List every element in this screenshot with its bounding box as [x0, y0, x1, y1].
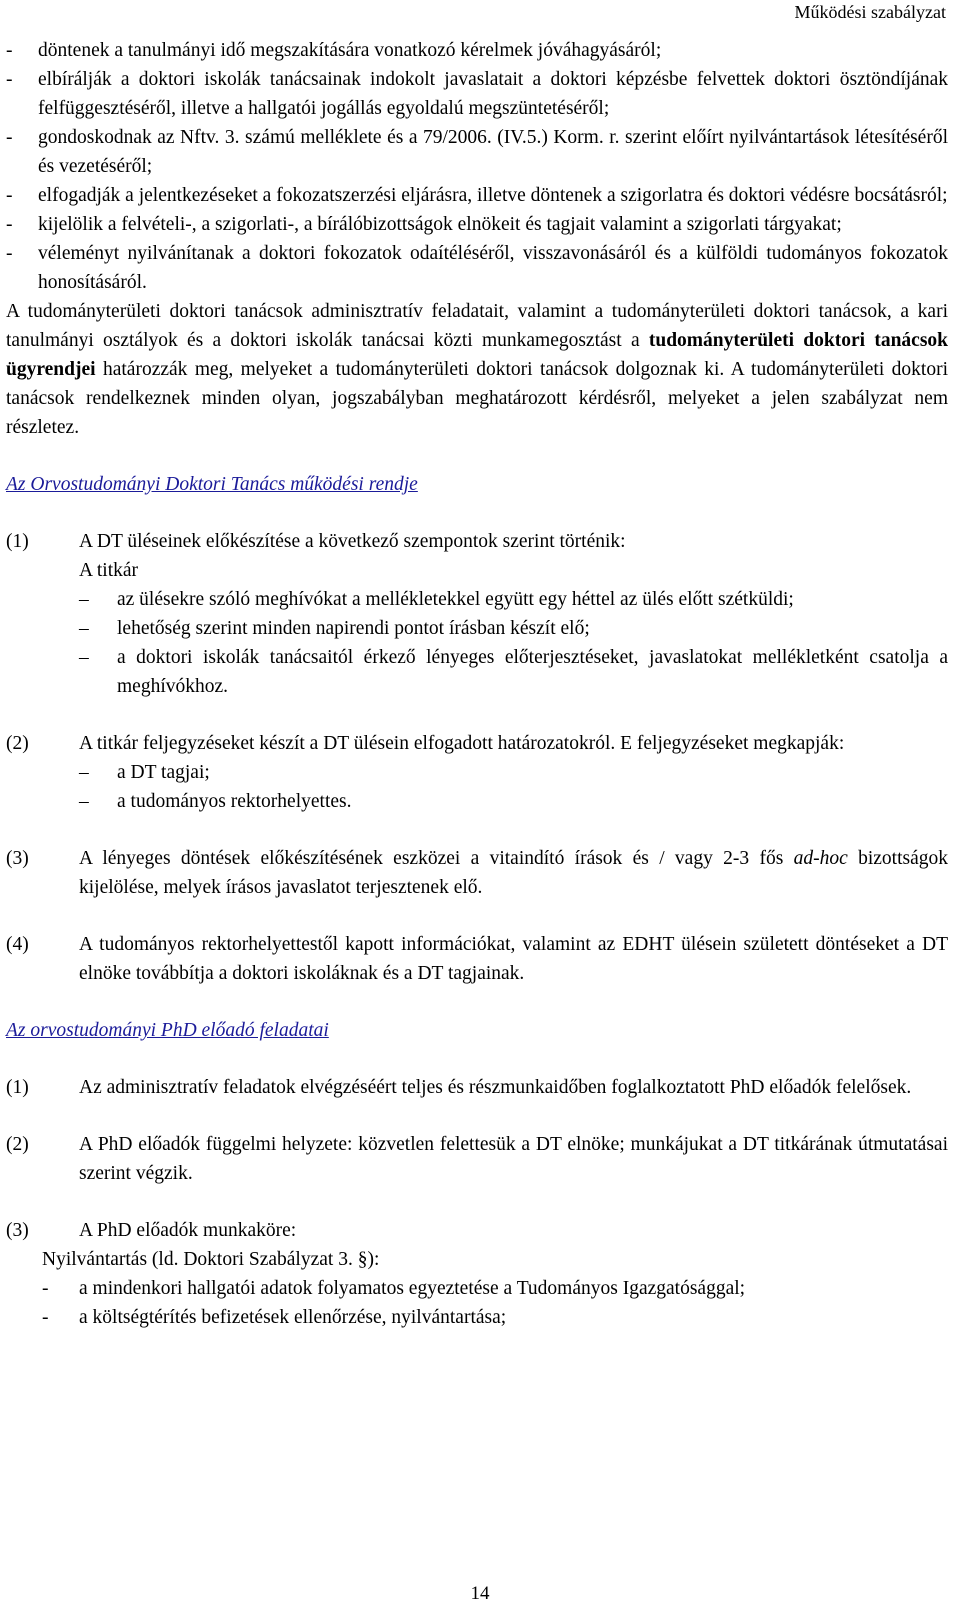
section-heading: Az Orvostudományi Doktori Tanács működési rendje [6, 474, 418, 495]
numbered-item: (1) A DT üléseinek előkészítése a következő szempontok szerint történik: A titkár – az ülésekre szóló meghívókat a mellékletekkel együtt egy héttel az ülés előtt szétküldi; – lehetőség szerint minden napirendi pontot írásban készít elő; – a doktori iskolák tanácsaitól érkező lényeges előterjesztéseket, javaslatokat mellékletként csatolja a meghívókhoz. [6, 527, 948, 701]
list-item: - gondoskodnak az Nftv. 3. számú melléklete és a 79/2006. (IV.5.) Korm. r. szerint előírt nyilvántartások létesítéséről és vezetéséről; [6, 123, 948, 181]
list-item: - a költségtérítés befizetések ellenőrzése, nyilvántartása; [42, 1307, 507, 1328]
numbered-item: (2) A titkár feljegyzéseket készít a DT ülésein elfogadott határozatokról. E feljegyzéseket megkapják: – a DT tagjai; – a tudományos rektorhelyettes. [6, 729, 948, 816]
bullet-item: – a tudományos rektorhelyettes. [79, 791, 352, 812]
list-item: - döntenek a tanulmányi idő megszakítására vonatkozó kérelmek jóváhagyásáról; [6, 36, 948, 65]
bullet-item: – a doktori iskolák tanácsaitól érkező lényeges előterjesztéseket, javaslatokat mellékletként csatolja a meghívókhoz. [79, 647, 948, 697]
dash-marker: - [6, 40, 13, 61]
list-item: - véleményt nyilvánítanak a doktori fokozatok odaítéléséről, visszavonásáról és a külföldi tudományos fokozatok honosításáról. [6, 239, 948, 297]
dash-marker: - [6, 243, 13, 264]
section-heading: Az orvostudományi PhD előadó feladatai [6, 1020, 329, 1041]
bullet-item: – lehetőség szerint minden napirendi pontot írásban készít elő; [79, 618, 590, 639]
page-body [6, 36, 948, 1332]
list-item: - a mindenkori hallgatói adatok folyamatos egyeztetése a Tudományos Igazgatósággal; [42, 1278, 746, 1299]
list-item: - elbírálják a doktori iskolák tanácsainak indokolt javaslatait a doktori képzésbe felvettek doktori ösztöndíjának felfüggesztéséről, illetve a hallgatói jogállás egyoldalú megszüntetéséről; [6, 65, 948, 123]
dash-marker: - [6, 127, 13, 148]
sub-heading: Nyilvántartás (ld. Doktori Szabályzat 3. §): [42, 1249, 380, 1270]
numbered-item: (3) A PhD előadók munkaköre: [6, 1220, 297, 1241]
running-header: Működési szabályzat [794, 2, 946, 22]
numbered-item: (3) A lényeges döntések előkészítésének eszközei a vitaindító írások és / vagy 2-3 fős ad-hoc bizottságok kijelölése, melyek írásos javaslatot terjesztenek elő. [6, 848, 949, 898]
dash-marker: - [6, 69, 13, 90]
numbered-item: (1) Az adminisztratív feladatok elvégzéséért teljes és részmunkaidőben foglalkoztatott PhD előadók felelősek. [6, 1077, 912, 1098]
dash-marker: - [6, 185, 13, 206]
bullet-item: – a DT tagjai; [79, 762, 210, 783]
page-number: 14 [470, 1583, 490, 1604]
numbered-item: (2) A PhD előadók függelmi helyzete: közvetlen felettesük a DT elnöke; munkájukat a DT titkárának útmutatásai szerint végzik. [6, 1134, 948, 1184]
bullet-item: – az ülésekre szóló meghívókat a mellékletekkel együtt egy héttel az ülés előtt szétküldi; [79, 589, 794, 610]
bold-phrase: tudományterületi doktori tanácsok ügyrendjei [6, 330, 949, 380]
list-item: - elfogadják a jelentkezéseket a fokozatszerzési eljárásra, illetve döntenek a szigorlatra és doktori védésre bocsátásról; [6, 181, 948, 210]
list-item: - kijelölik a felvételi-, a szigorlati-, a bírálóbizottságok elnökeit és tagjait valamint a szigorlati tárgyakat; [6, 210, 948, 239]
body-paragraph: A tudományterületi doktori tanácsok adminisztratív feladatait, valamint a tudományterületi doktori tanácsok, a kari tanulmányi osztályok és a doktori iskolák tanácsai közti munkamegosztást a tudományterületi doktori tanácsok ügyrendjei határozzák meg, melyeket a tudományterületi doktori tanácsok dolgoznak ki. A tudományterületi doktori tanácsok rendelkeznek minden olyan, jogszabályban meghatározott kérdésről, melyeket a jelen szabályzat nem részletez. [6, 301, 949, 438]
dash-marker: - [6, 214, 13, 235]
numbered-item: (4) A tudományos rektorhelyettestől kapott információkat, valamint az EDHT ülésein született döntéseket a DT elnöke továbbítja a doktori iskoláknak és a DT tagjainak. [6, 934, 948, 984]
